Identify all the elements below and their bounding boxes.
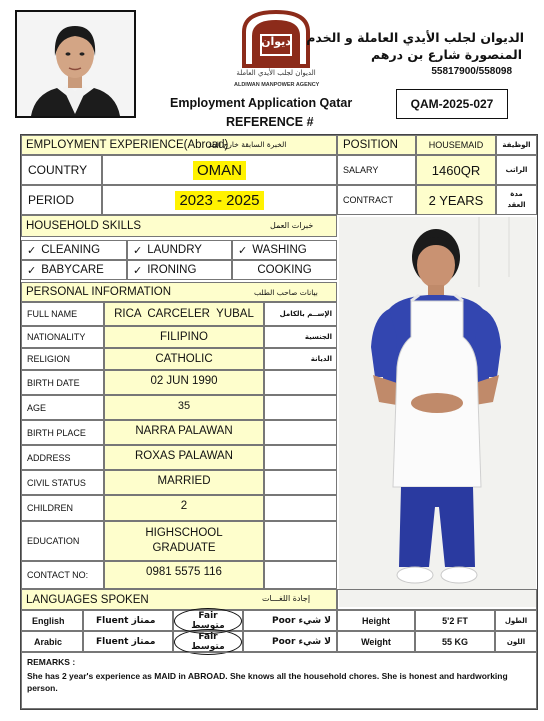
languages-label-arabic: إجادة اللغـــات xyxy=(262,594,311,603)
contract-label-cell xyxy=(337,185,416,215)
country-value-cell xyxy=(102,155,337,185)
nationality-arabic-cell xyxy=(264,326,337,348)
full-name-label: FULL NAME xyxy=(27,309,78,319)
contract-label-arabic-2: العقد xyxy=(507,201,526,209)
fluent-option: Fluent ممتاز xyxy=(96,615,156,626)
address-value-cell xyxy=(104,445,264,470)
check-icon: ✓ xyxy=(27,264,37,277)
salary-value: 1460QR xyxy=(431,162,481,178)
skill-label: LAUNDRY xyxy=(147,244,202,256)
remarks-text: She has 2 year's experience as MAID in ABROAD. She knows all the household chores. She is honest and hardworking person. xyxy=(27,671,508,693)
salary-arabic-cell xyxy=(496,155,537,185)
english-poor-cell xyxy=(243,610,337,631)
check-icon: ✓ xyxy=(133,264,143,277)
language-row-english xyxy=(21,610,83,631)
country-label-cell xyxy=(21,155,102,185)
reference-label: REFERENCE # xyxy=(226,115,314,129)
poor-option: Poor لا شيء xyxy=(272,636,331,647)
weight-value: 55 KG xyxy=(441,636,468,647)
height-label: Height xyxy=(362,615,390,626)
age-label-cell xyxy=(21,395,104,420)
country-label: COUNTRY xyxy=(28,163,88,177)
weight-arabic-cell xyxy=(495,631,537,652)
position-value-text: HOUSEMAID xyxy=(428,140,484,150)
contact-label-cell xyxy=(21,561,104,589)
remarks-box xyxy=(21,652,537,709)
weight-value-cell xyxy=(415,631,495,652)
civil-status-arabic-cell xyxy=(264,470,337,495)
check-icon: ✓ xyxy=(27,244,37,257)
contact-value: 0981 5575 116 xyxy=(146,566,222,578)
headshot-photo xyxy=(15,10,136,118)
arabic-poor-cell xyxy=(243,631,337,652)
skills-label: HOUSEHOLD SKILLS xyxy=(26,220,142,232)
children-arabic-cell xyxy=(264,495,337,521)
language-row-arabic xyxy=(21,631,83,652)
birth-place-value-cell xyxy=(104,420,264,445)
country-value: OMAN xyxy=(193,161,246,180)
civil-status-label-cell xyxy=(21,470,104,495)
period-label: PERIOD xyxy=(28,193,75,207)
logo-arabic-subtitle: الديوان لجلب الأيدي العاملة xyxy=(236,69,316,77)
skill-label: WASHING xyxy=(252,244,307,256)
languages-label: LANGUAGES SPOKEN xyxy=(26,593,149,606)
skill-washing xyxy=(232,240,337,260)
contract-value: 2 YEARS xyxy=(428,192,484,208)
education-value-line2: GRADUATE xyxy=(152,542,216,554)
experience-label: EMPLOYMENT EXPERIENCE(Abroad) xyxy=(26,139,229,151)
skill-laundry xyxy=(127,240,232,260)
height-arabic-cell xyxy=(495,610,537,631)
weight-label-cell xyxy=(337,631,415,652)
languages-header-blank xyxy=(337,589,537,610)
poor-option: Poor لا شيء xyxy=(272,615,331,626)
agency-name-arabic: الديوان لجلب الأيدي العاملة و الخدم xyxy=(306,30,524,45)
skill-ironing xyxy=(127,260,232,280)
agency-phones: 55817900/558098 xyxy=(431,66,512,77)
remarks-label: REMARKS : xyxy=(27,657,76,667)
contact-value-cell xyxy=(104,561,264,589)
personal-label-arabic: بيانات صاحب الطلب xyxy=(254,288,318,297)
english-fair-cell xyxy=(173,610,243,631)
agency-logo xyxy=(234,6,318,94)
period-label-cell xyxy=(21,185,102,215)
birth-place-value: NARRA PALAWAN xyxy=(135,425,233,437)
birth-place-label-cell xyxy=(21,420,104,445)
age-value-cell xyxy=(104,395,264,420)
religion-value-cell xyxy=(104,348,264,370)
check-icon: ✓ xyxy=(133,244,143,257)
height-value-cell xyxy=(415,610,495,631)
full-name-label-cell xyxy=(21,302,104,326)
contract-value-cell xyxy=(416,185,496,215)
children-label-cell xyxy=(21,495,104,521)
english-fluent-cell xyxy=(83,610,173,631)
nationality-label-cell xyxy=(21,326,104,348)
logo-arabic-title: ديوان xyxy=(261,35,291,48)
nationality-value: FILIPINO xyxy=(160,331,208,343)
birth-date-label: BIRTH DATE xyxy=(27,377,80,388)
skill-cooking xyxy=(232,260,337,280)
language-name: English xyxy=(32,615,65,626)
full-body-photo xyxy=(339,217,536,607)
address-label: ADDRESS xyxy=(27,452,71,463)
fair-option-selected: Fair متوسط xyxy=(174,629,242,655)
full-name-arabic-cell xyxy=(264,302,337,326)
education-value-line1: HIGHSCHOOL xyxy=(145,527,223,539)
contact-arabic-cell xyxy=(264,561,337,589)
children-value-cell xyxy=(104,495,264,521)
position-label-arabic: الوظيفة xyxy=(502,141,531,149)
contract-label: CONTRACT xyxy=(343,195,393,205)
birth-date-label-cell xyxy=(21,370,104,395)
salary-label-arabic: الراتب xyxy=(505,166,528,174)
arabic-fair-cell xyxy=(173,631,243,652)
education-label: EDUCATION xyxy=(27,536,80,546)
skill-cleaning xyxy=(21,240,127,260)
age-arabic-cell xyxy=(264,395,337,420)
contact-label: CONTACT NO: xyxy=(27,570,89,580)
salary-value-cell xyxy=(416,155,496,185)
nationality-label: NATIONALITY xyxy=(27,332,86,342)
skill-label: CLEANING xyxy=(41,244,101,256)
nationality-label-arabic: الجنسية xyxy=(304,333,332,341)
birth-date-arabic-cell xyxy=(264,370,337,395)
position-label: POSITION xyxy=(343,139,398,151)
education-label-cell xyxy=(21,521,104,561)
birth-date-value: 02 JUN 1990 xyxy=(150,375,218,387)
education-value-cell xyxy=(104,521,264,561)
age-value: 35 xyxy=(177,400,191,412)
religion-label: RELIGION xyxy=(27,354,71,364)
religion-label-arabic: الديانة xyxy=(310,355,332,363)
civil-status-value-cell xyxy=(104,470,264,495)
birth-date-value-cell xyxy=(104,370,264,395)
address-arabic-cell xyxy=(264,445,337,470)
position-arabic-cell xyxy=(496,135,537,155)
position-label-cell xyxy=(337,135,416,155)
birth-place-arabic-cell xyxy=(264,420,337,445)
personal-label: PERSONAL INFORMATION xyxy=(26,286,172,298)
reference-number: QAM-2025-027 xyxy=(396,89,508,119)
skills-label-arabic: خبرات العمل xyxy=(270,221,314,230)
skill-label: COOKING xyxy=(257,264,312,276)
fair-option-selected: Fair متوسط xyxy=(174,608,242,634)
full-name-label-arabic: الإســم بالكامل xyxy=(279,310,332,318)
religion-label-cell xyxy=(21,348,104,370)
salary-label: SALARY xyxy=(343,165,379,175)
experience-label-arabic: الخبرة السابقة خارج البلد xyxy=(208,140,287,149)
language-name: Arabic xyxy=(34,636,63,647)
experience-header xyxy=(21,135,337,155)
agency-address-arabic: المنصورة شارع بن درهم xyxy=(371,47,522,62)
logo-english-name: ALDIWAN MANPOWER AGENCY xyxy=(234,82,320,88)
children-value: 2 xyxy=(180,500,188,512)
skill-babycare xyxy=(21,260,127,280)
full-name-value-cell xyxy=(104,302,264,326)
height-label-arabic: الطول xyxy=(504,616,528,625)
fluent-option: Fluent ممتاز xyxy=(96,636,156,647)
salary-label-cell xyxy=(337,155,416,185)
religion-value: CATHOLIC xyxy=(155,353,213,365)
contract-label-arabic-1: مدة xyxy=(510,190,523,198)
form-title: Employment Application Qatar xyxy=(170,96,353,110)
full-name-value: RICA CARCELER YUBAL xyxy=(114,308,254,320)
arabic-fluent-cell xyxy=(83,631,173,652)
children-label: CHILDREN xyxy=(27,503,74,513)
weight-label-arabic: اللون xyxy=(506,637,526,646)
skill-label: IRONING xyxy=(147,264,197,276)
religion-arabic-cell xyxy=(264,348,337,370)
weight-label: Weight xyxy=(361,636,391,647)
skill-label: BABYCARE xyxy=(41,264,104,276)
period-value: 2023 - 2025 xyxy=(175,191,263,210)
civil-status-label: CIVIL STATUS xyxy=(27,477,86,488)
nationality-value-cell xyxy=(104,326,264,348)
position-value xyxy=(416,135,496,155)
height-label-cell xyxy=(337,610,415,631)
education-arabic-cell xyxy=(264,521,337,561)
period-value-cell xyxy=(102,185,337,215)
birth-place-label: BIRTH PLACE xyxy=(27,427,86,438)
check-icon: ✓ xyxy=(238,244,248,257)
civil-status-value: MARRIED xyxy=(157,475,211,487)
address-label-cell xyxy=(21,445,104,470)
address-value: ROXAS PALAWAN xyxy=(135,450,233,462)
age-label: AGE xyxy=(27,402,47,413)
height-value: 5'2 FT xyxy=(442,615,468,626)
contract-arabic-cell xyxy=(496,185,537,215)
